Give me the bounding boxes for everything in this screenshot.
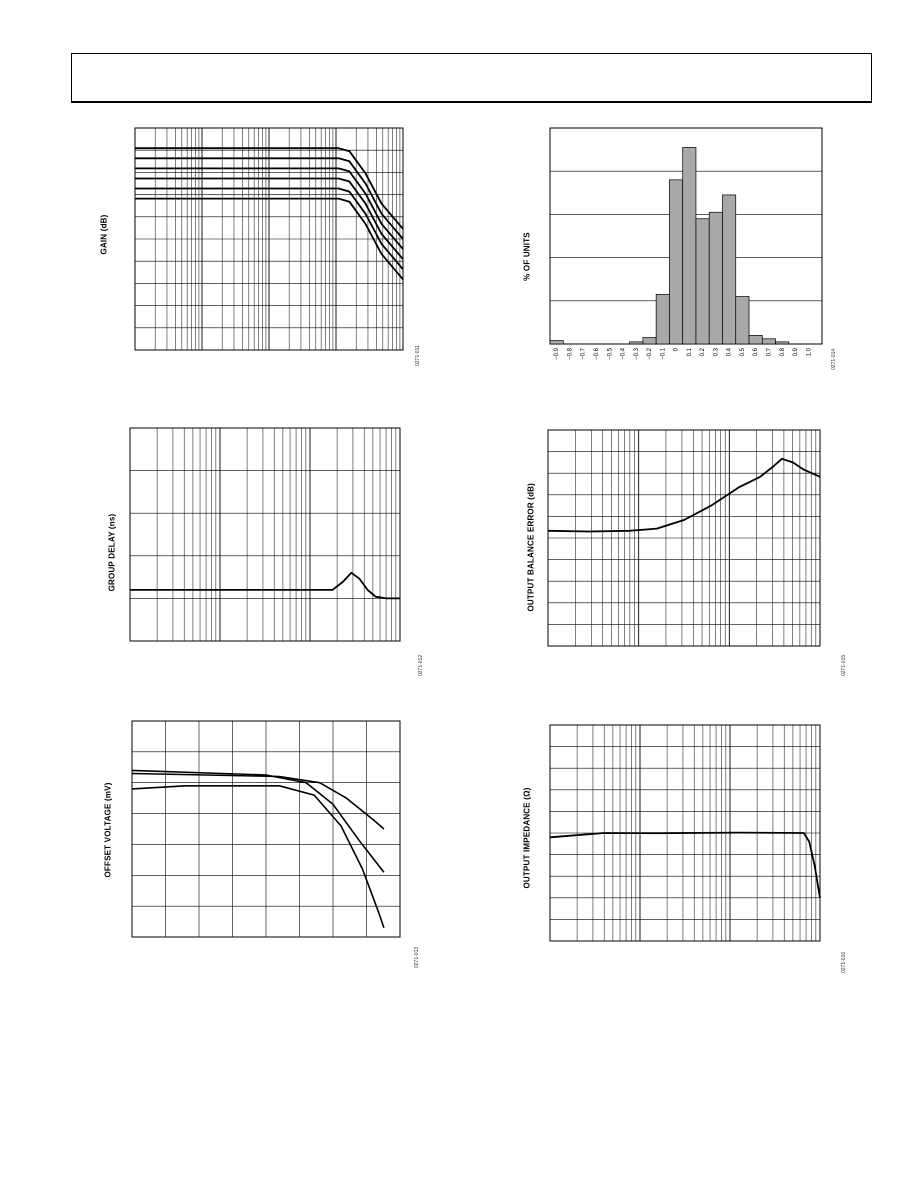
group-delay-plot (100, 420, 410, 670)
x-tick-label: 0.6 (753, 348, 760, 357)
x-tick-label: −0.6 (594, 348, 601, 360)
output-balance-figure-id: 0271-015 (841, 654, 847, 676)
histogram-plot (520, 120, 830, 370)
histogram-bar (696, 219, 709, 344)
x-tick-label: 1.0 (806, 348, 813, 357)
histogram-bar (643, 338, 656, 344)
x-tick-label: −0.9 (554, 348, 561, 360)
histogram-figure-id: 0271-014 (831, 348, 837, 370)
output-impedance-figure-id: 0271-016 (841, 951, 847, 973)
offset-voltage-plot (100, 715, 410, 965)
x-tick-label: −0.1 (660, 348, 667, 360)
series-line-1 (550, 833, 820, 898)
x-tick-label: 0.3 (713, 348, 720, 357)
histogram-bar (683, 147, 696, 344)
histogram-bar (749, 335, 762, 344)
x-tick-label: −0.4 (620, 348, 627, 360)
output-impedance-ylabel: OUTPUT IMPEDANCE (Ω) (522, 787, 532, 889)
histogram-bar (709, 212, 722, 344)
x-tick-label: 0.1 (686, 348, 693, 357)
plot-frame (130, 428, 400, 641)
x-tick-label: 0.2 (700, 348, 707, 357)
output-balance-plot (520, 420, 830, 670)
group-delay-ylabel: GROUP DELAY (ns) (107, 513, 117, 592)
series-line-1 (130, 573, 400, 599)
x-tick-label: −0.8 (567, 348, 574, 360)
histogram-bar (669, 180, 682, 344)
histogram-bar (762, 339, 775, 344)
offset-voltage-figure-id: 0271-013 (414, 946, 420, 968)
x-tick-label: 0 (673, 348, 680, 352)
x-tick-label: 0.4 (726, 348, 733, 357)
histogram-bar (630, 342, 643, 344)
series-line-1 (132, 774, 384, 830)
gain-ylabel: GAIN (dB) (99, 214, 109, 255)
x-tick-label: −0.2 (647, 348, 654, 360)
histogram-ylabel: % OF UNITS (522, 232, 532, 281)
x-tick-label: 0.5 (739, 348, 746, 357)
histogram-bar (736, 296, 749, 344)
x-tick-label: −0.5 (607, 348, 614, 360)
histogram-bar (550, 341, 563, 344)
x-tick-label: −0.7 (580, 348, 587, 360)
output-impedance-plot (520, 715, 830, 965)
gain-plot (100, 120, 410, 370)
offset-voltage-ylabel: OFFSET VOLTAGE (mV) (103, 782, 113, 878)
x-tick-label: −0.3 (633, 348, 640, 360)
output-balance-ylabel: OUTPUT BALANCE ERROR (dB) (526, 482, 536, 612)
group-delay-figure-id: 0271-012 (418, 654, 424, 676)
histogram-bar (656, 294, 669, 344)
x-tick-label: 0.9 (793, 348, 800, 357)
histogram-bar (722, 195, 735, 344)
histogram-bar (776, 342, 789, 344)
page-header-box (71, 53, 872, 103)
x-tick-label: 0.7 (766, 348, 773, 357)
series-line-1 (548, 459, 820, 532)
gain-figure-id: 0271-011 (415, 345, 421, 366)
x-tick-label: 0.8 (779, 348, 786, 357)
